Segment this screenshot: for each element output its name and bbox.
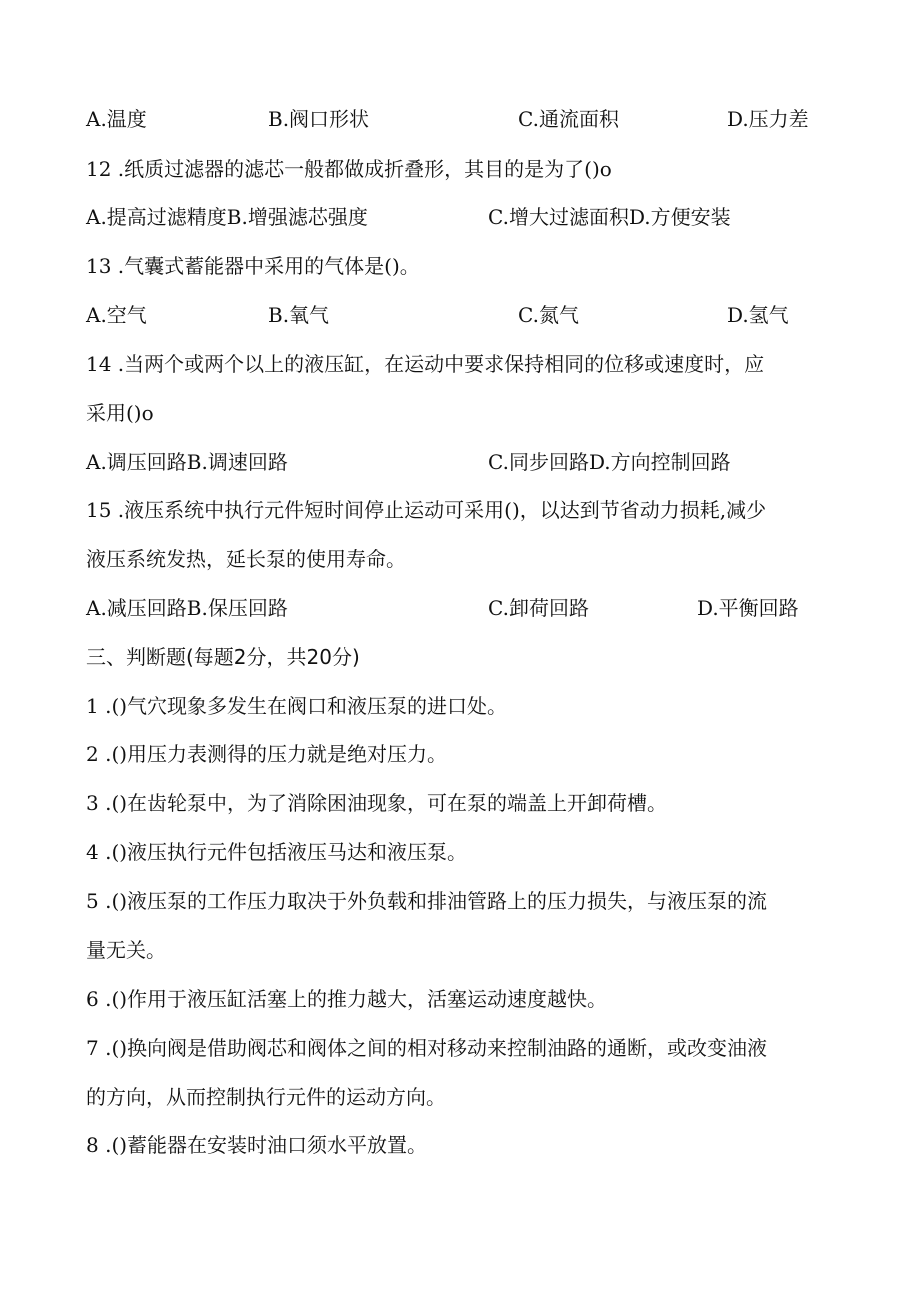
q15-stem-line2: 液压系统发热，延长泵的使用寿命。	[86, 547, 406, 571]
judgment-2: 2 .()用压力表测得的压力就是绝对压力。	[86, 742, 448, 766]
q13-option-c: C.氮气	[518, 303, 579, 327]
q15-option-c: C.卸荷回路	[488, 596, 589, 620]
q14-option-cd: C.同步回路D.方向控制回路	[488, 450, 731, 474]
judgment-3: 3 .()在齿轮泵中，为了消除困油现象，可在泵的端盖上开卸荷槽。	[86, 791, 668, 815]
q13-option-d: D.氢气	[727, 303, 789, 327]
judgment-7-line1: 7 .()换向阀是借助阀芯和阀体之间的相对移动来控制油路的通断，或改变油液	[86, 1036, 768, 1060]
q15-option-ab: A.减压回路B.保压回路	[86, 596, 288, 620]
judgment-4: 4 .()液压执行元件包括液压马达和液压泵。	[86, 840, 468, 864]
judgment-5-line1: 5 .()液压泵的工作压力取决于外负载和排油管路上的压力损失，与液压泵的流	[86, 889, 768, 913]
section-title: 三、判断题(每题2分，共20分)	[86, 645, 360, 669]
q14-option-ab: A.调压回路B.调速回路	[86, 450, 288, 474]
q15-stem-line1: 15 .液压系统中执行元件短时间停止运动可采用()，以达到节省动力损耗,减少	[86, 498, 767, 522]
q12-option-ab: A.提高过滤精度B.增强滤芯强度	[86, 205, 368, 229]
q12-option-cd: C.增大过滤面积D.方便安装	[488, 205, 731, 229]
q12-stem: 12 .纸质过滤器的滤芯一般都做成折叠形，其目的是为了()o	[86, 157, 612, 181]
q15-option-d: D.平衡回路	[697, 596, 799, 620]
q11-option-b: B.阀口形状	[268, 107, 370, 131]
q13-stem: 13 .气囊式蓄能器中采用的气体是()。	[86, 254, 420, 278]
q11-option-c: C.通流面积	[518, 107, 619, 131]
q13-option-b: B.氧气	[268, 303, 330, 327]
q11-option-a: A.温度	[86, 107, 147, 131]
judgment-5-line2: 量无关。	[86, 938, 166, 962]
q13-option-a: A.空气	[86, 303, 147, 327]
judgment-7-line2: 的方向，从而控制执行元件的运动方向。	[86, 1085, 446, 1109]
judgment-1: 1 .()气穴现象多发生在阀口和液压泵的进口处。	[86, 694, 508, 718]
judgment-6: 6 .()作用于液压缸活塞上的推力越大，活塞运动速度越快。	[86, 987, 608, 1011]
judgment-8: 8 .()蓄能器在安装时油口须水平放置。	[86, 1133, 428, 1157]
q14-stem-line1: 14 .当两个或两个以上的液压缸，在运动中要求保持相同的位移或速度时，应	[86, 352, 765, 376]
q14-stem-line2: 采用()o	[86, 401, 154, 425]
q11-option-d: D.压力差	[727, 107, 809, 131]
